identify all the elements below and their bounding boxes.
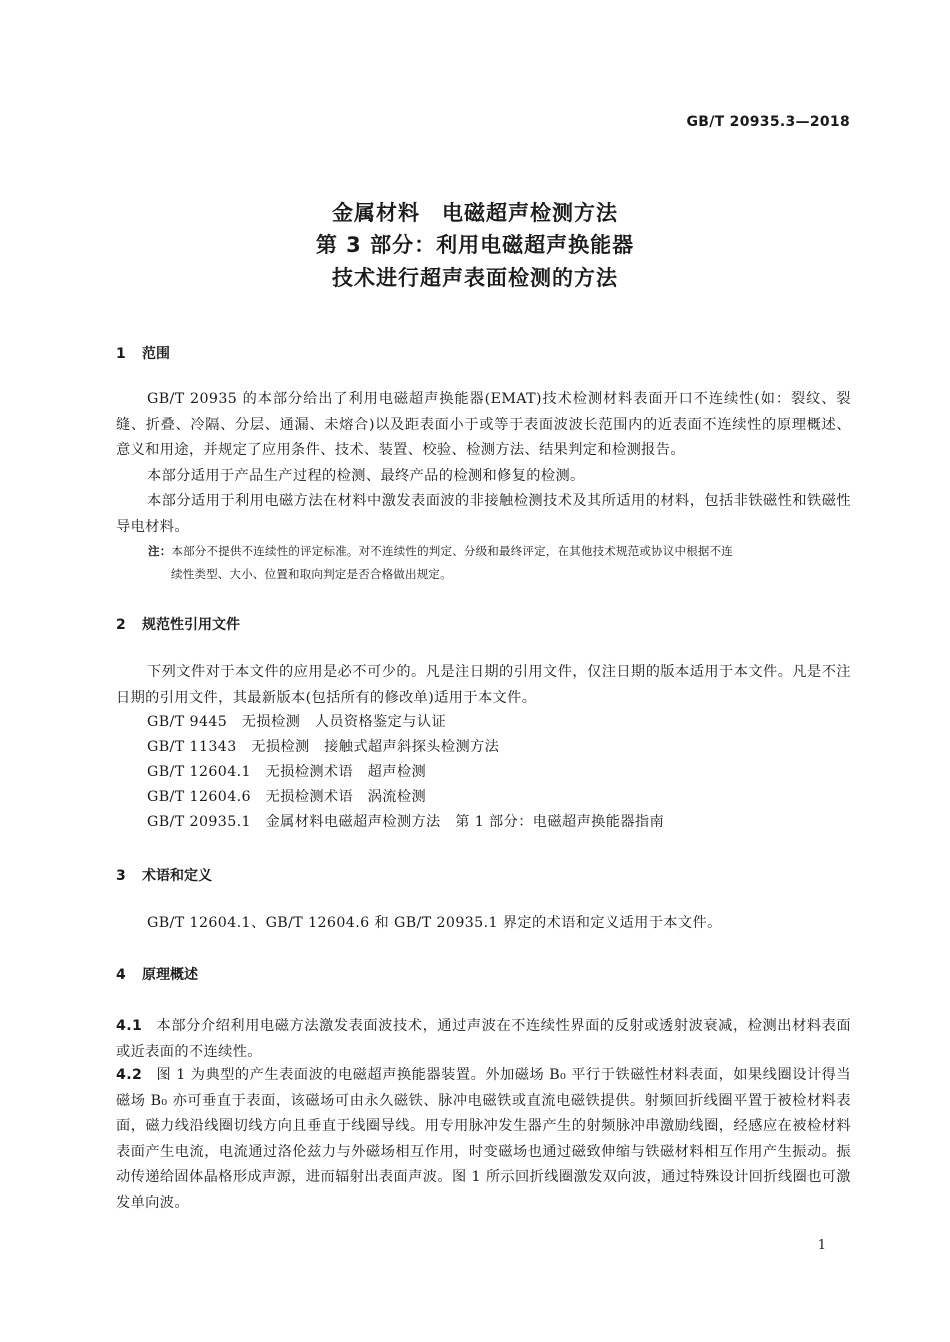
note-text-1: 本部分不提供不连续性的评定标准。对不连续性的判定、分级和最终评定，在其他技术规范或协议中根据不连	[171, 544, 734, 558]
scope-paragraph-3: 本部分适用于利用电磁方法在材料中激发表面波的非接触检测技术及其所适用的材料，包括非铁磁性和铁磁性导电材料。	[116, 493, 851, 535]
normative-references-intro: 下列文件对于本文件的应用是必不可少的。凡是注日期的引用文件，仅注日期的版本适用于本文件。凡是不注日期的引用文件，其最新版本(包括所有的修改单)适用于本文件。	[116, 664, 851, 706]
clause-number: 4.1	[116, 1018, 143, 1034]
reference-item: GB/T 11343 无损检测 接触式超声斜探头检测方法	[147, 739, 500, 755]
section-number: 3	[116, 868, 126, 884]
section-number: 2	[116, 617, 126, 633]
section-number: 4	[116, 967, 126, 983]
note-label: 注：	[148, 544, 172, 558]
reference-item: GB/T 20935.1 金属材料电磁超声检测方法 第 1 部分：电磁超声换能器指南	[147, 814, 665, 830]
scope-note	[148, 540, 851, 586]
reference-item: GB/T 12604.6 无损检测术语 涡流检测	[147, 789, 427, 805]
terms-paragraph: GB/T 12604.1、GB/T 12604.6 和 GB/T 20935.1 界定的术语和定义适用于本文件。	[147, 915, 722, 931]
section-title: 术语和定义	[142, 868, 212, 884]
note-line-1	[148, 540, 851, 563]
page-number: 1	[817, 1238, 826, 1253]
section-4-heading	[116, 964, 198, 984]
document-title-line-1: 金属材料 电磁超声检测方法	[332, 201, 618, 225]
section-title: 原理概述	[142, 967, 198, 983]
section-title: 规范性引用文件	[142, 617, 240, 633]
document-title-line-2: 第 3 部分：利用电磁超声换能器	[315, 233, 635, 257]
document-title-line-3: 技术进行超声表面检测的方法	[332, 266, 618, 290]
reference-item: GB/T 12604.1 无损检测术语 超声检测	[147, 764, 427, 780]
clause-text: 图 1 为典型的产生表面波的电磁超声换能器装置。外加磁场 B₀ 平行于铁磁性材料表面，如果线圈设计得当磁场 B₀ 亦可垂直于表面，该磁场可由永久磁铁、脉冲电磁铁或直流电磁铁提供。射频回折线圈平置于被检材料表面，磁力线沿线圈切线方向且垂直于线圈导线。用专用脉冲发生器产生的射频脉冲串激励线圈，经感应在被检材料表面产生电流，电流通过洛伦兹力与外磁场相互作用，时变磁场也通过磁致伸缩与铁磁材料相互作用产生振动。振动传递给固体晶格形成声源，进而辐射出表面声波。图 1 所示回折线圈激发双向波，通过特殊设计回折线圈也可激发单向波。	[116, 1067, 851, 1211]
clause-4-2	[116, 1063, 851, 1216]
scope-paragraph-2: 本部分适用于产品生产过程的检测、最终产品的检测和修复的检测。	[147, 468, 585, 484]
clause-number: 4.2	[116, 1067, 143, 1083]
clause-text: 本部分介绍利用电磁方法激发表面波技术，通过声波在不连续性界面的反射或透射波衰减，检测出材料表面或近表面的不连续性。	[116, 1018, 851, 1060]
scope-paragraph-1: GB/T 20935 的本部分给出了利用电磁超声换能器(EMAT)技术检测材料表面开口不连续性(如：裂纹、裂缝、折叠、冷隔、分层、通漏、未熔合)以及距表面小于或等于表面波波长范围内的近表面不连续性的原理概述、意义和用途，并规定了应用条件、技术、装置、校验、检测方法、结果判定和检测报告。	[116, 391, 851, 458]
section-3-heading	[116, 865, 212, 885]
standard-code: GB/T 20935.3—2018	[686, 114, 850, 130]
section-2-heading	[116, 614, 240, 634]
reference-item: GB/T 9445 无损检测 人员资格鉴定与认证	[147, 714, 447, 730]
note-text-2: 续性类型、大小、位置和取向判定是否合格做出规定。	[171, 567, 452, 581]
section-title: 范围	[142, 346, 170, 362]
section-1-heading	[116, 343, 170, 363]
clause-4-1	[116, 1014, 851, 1065]
section-number: 1	[116, 346, 126, 362]
